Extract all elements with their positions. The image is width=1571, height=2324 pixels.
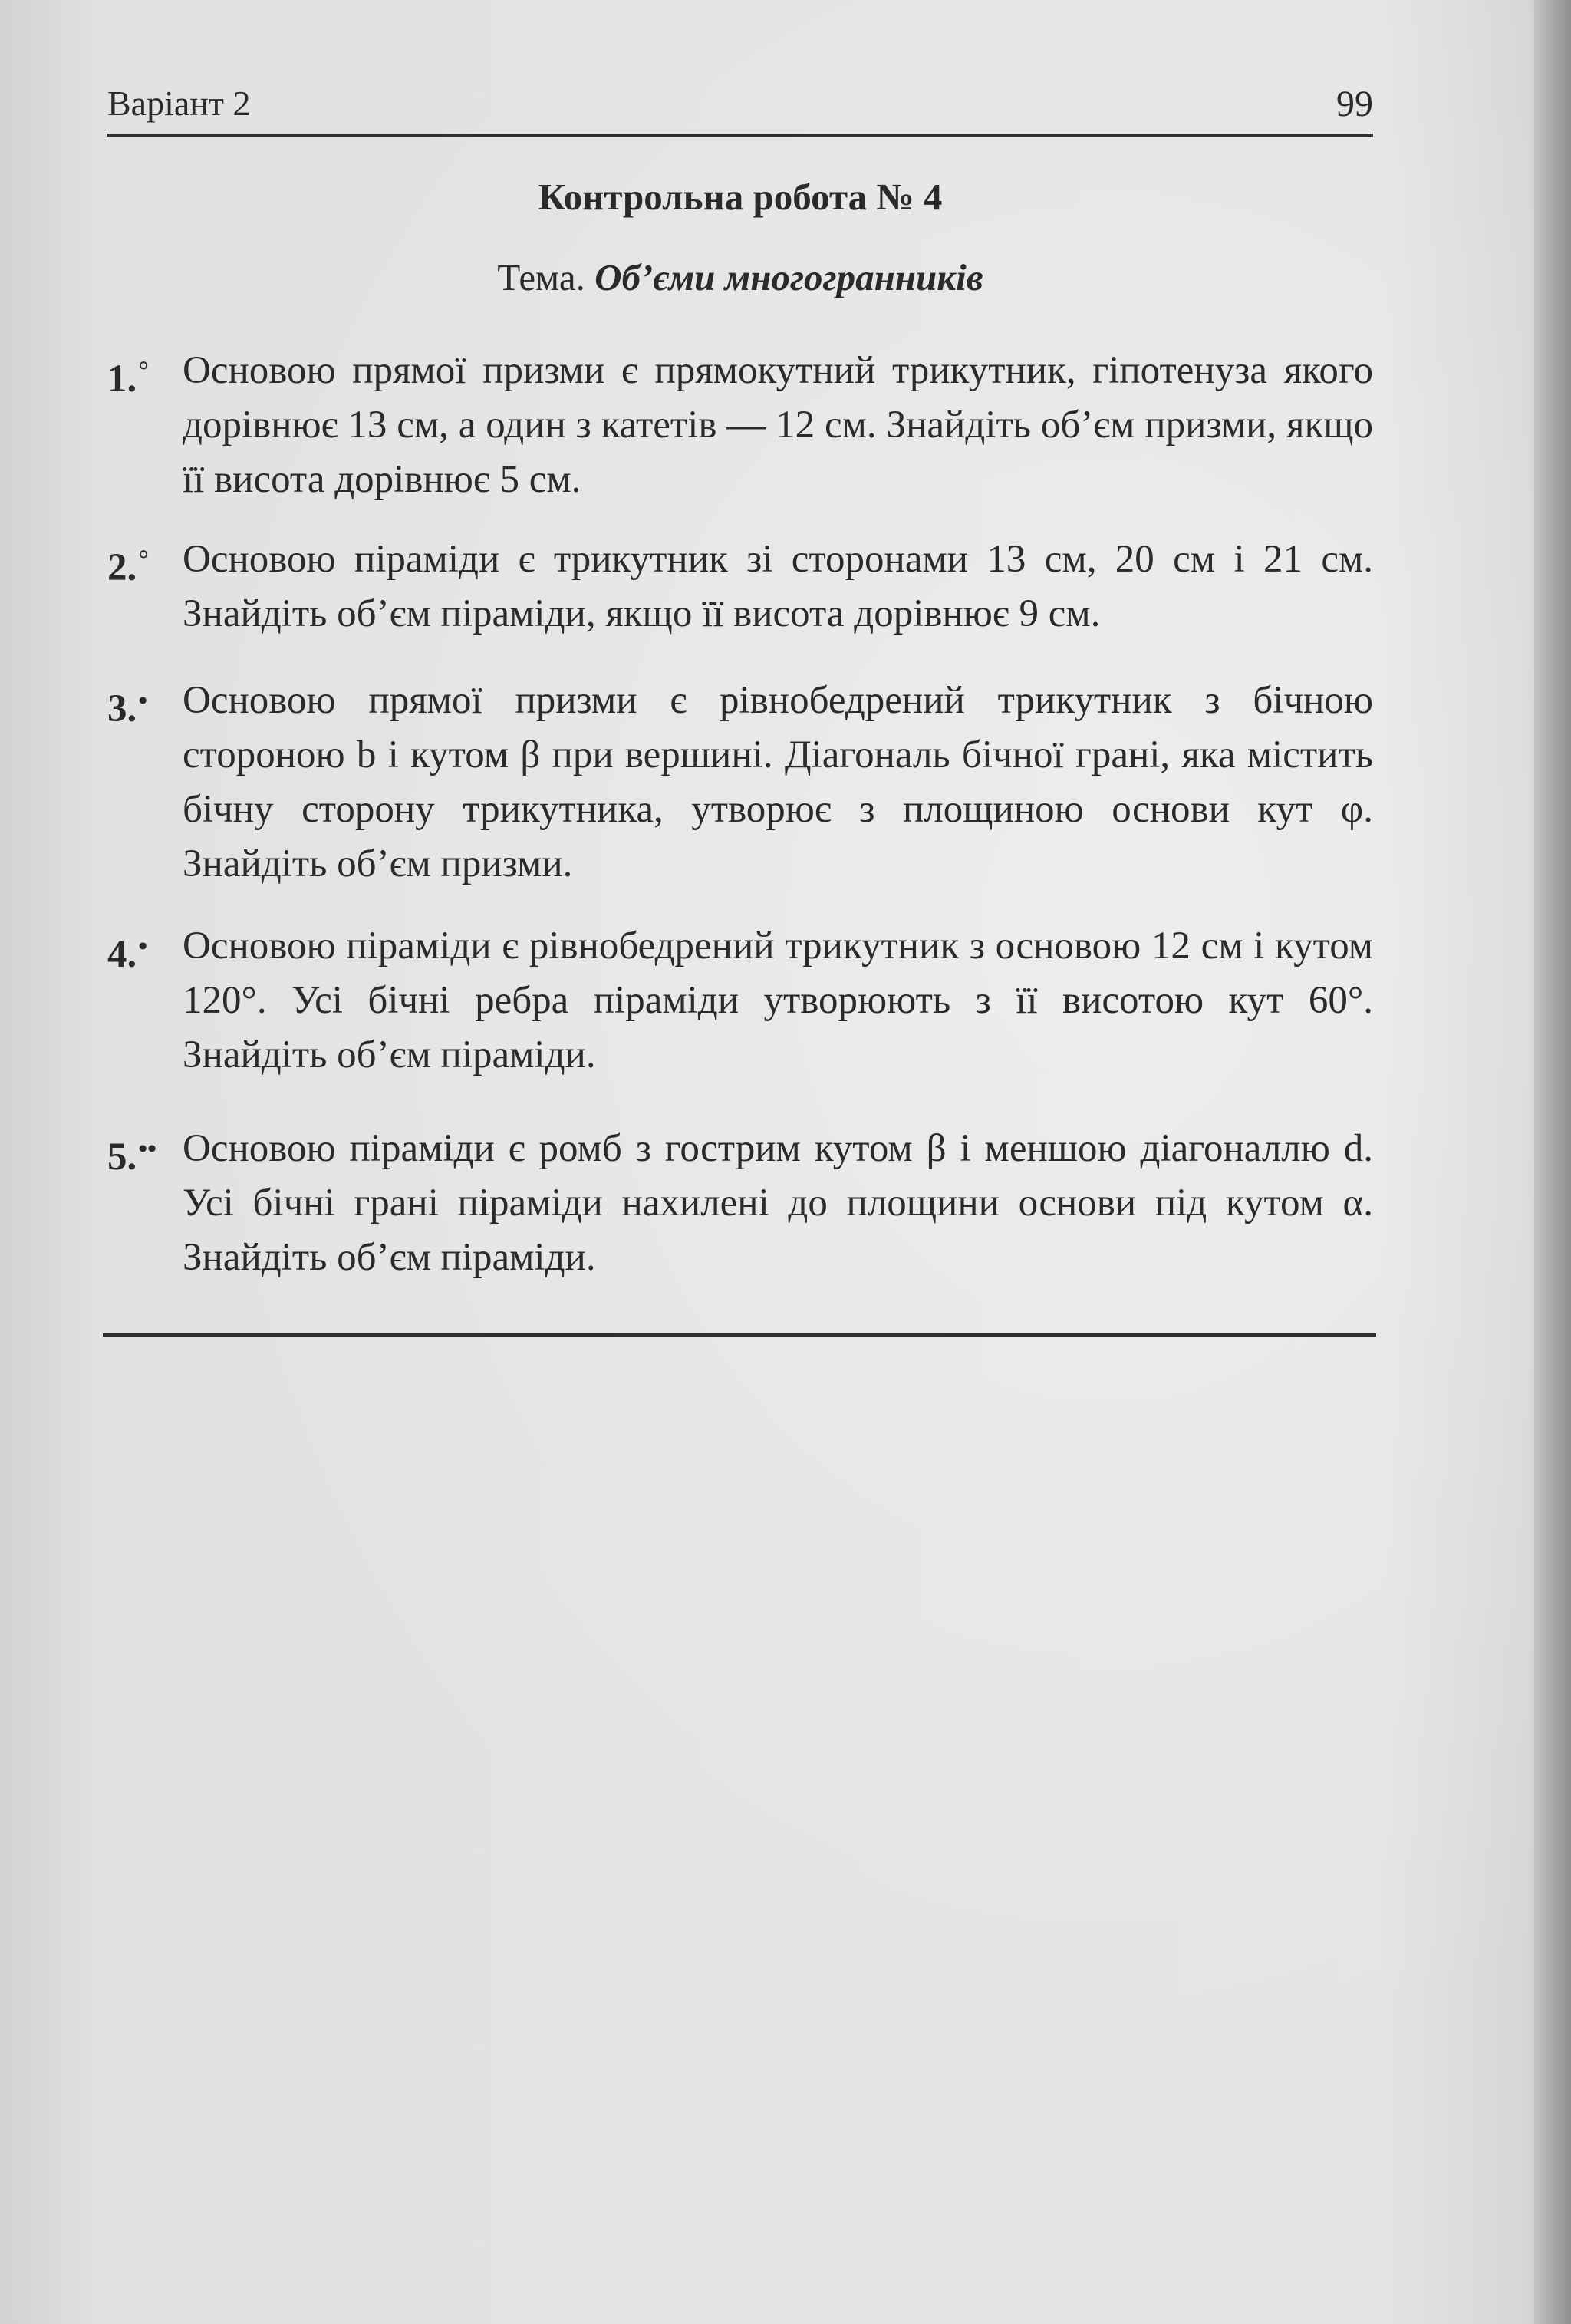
problem-text: Основою піраміди є рівнобедрений трикутник з основою 12 см і кутом 120°. Усі бічні ребра піраміди утворюють з її висотою кут 60°. Знайдіть об’єм піраміди. (183, 925, 1373, 1076)
difficulty-mark: • (138, 687, 148, 715)
problem-text: Основою піраміди є трикутник зі сторонами 13 см, 20 см і 21 см. Знайдіть об’єм піраміди, якщо її висота дорівнює 9 см. (183, 538, 1373, 635)
page-header (107, 80, 1373, 137)
problem-number-label: 1. (107, 358, 137, 401)
topic-prefix: Тема. (497, 256, 595, 298)
problem-number (107, 344, 149, 407)
topic-name: Об’єми многогранників (594, 256, 983, 298)
problem-number (107, 1122, 156, 1185)
problem-number-label: 2. (107, 546, 137, 589)
problem-3 (107, 674, 1373, 892)
difficulty-mark: ° (138, 546, 149, 574)
problem-number (107, 674, 147, 737)
problem-number-label: 3. (107, 687, 137, 730)
problem-text: Основою прямої призми є рівнобедрений трикутник з бічною стороною b і кутом β при вершині. Діагональ бічної грані, яка містить бічну сторону трикутника, утворює з площиною основи кут φ. Знайдіть об’єм призми. (183, 679, 1373, 885)
page-number: 99 (1336, 84, 1373, 124)
difficulty-mark: •• (138, 1135, 157, 1163)
problem-5 (107, 1122, 1373, 1285)
problem-text: Основою піраміди є ромб з гострим кутом β і меншою діагоналлю d. Усі бічні грані піраміди нахилені до площини основи під кутом α. Знайдіть об’єм піраміди. (183, 1127, 1373, 1279)
topic-line (107, 255, 1373, 299)
end-rule (103, 1333, 1376, 1337)
problem-number-label: 5. (107, 1136, 137, 1178)
problem-text: Основою прямої призми є прямокутний трикутник, гіпотенуза якого дорівнює 13 см, а один з катетів — 12 см. Знайдіть об’єм призми, якщо її висота дорівнює 5 см. (183, 349, 1373, 501)
problem-number (107, 919, 147, 982)
problem-number (107, 532, 149, 595)
difficulty-mark: • (138, 932, 148, 961)
problem-number-label: 4. (107, 933, 137, 976)
book-spine-shadow (1534, 0, 1571, 2324)
problem-2 (107, 532, 1373, 641)
difficulty-mark: ° (138, 357, 149, 385)
running-head: Варіант 2 (107, 84, 251, 123)
problem-4 (107, 919, 1373, 1083)
problem-1 (107, 344, 1373, 507)
page-title: Контрольна робота № 4 (538, 176, 943, 218)
